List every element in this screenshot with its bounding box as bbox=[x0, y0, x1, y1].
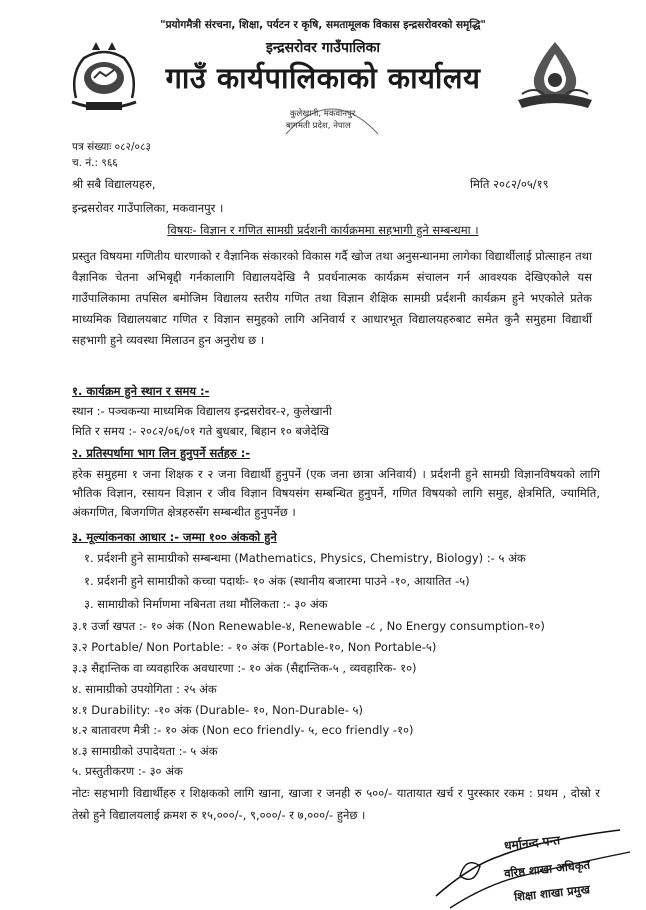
criteria-item: १. प्रर्दशनी हुने सामाग्रीको सम्बन्धमा (Mathematics, Physics, Chemistry, Biology) :- ५ अंक bbox=[84, 551, 526, 565]
addressee-line2: इन्द्रसरोवर गाउँपालिका, मकवानपुर । bbox=[72, 201, 224, 215]
dispatch-number: च. नं.: ९६६ bbox=[72, 157, 118, 169]
stamp-line: बागमती प्रदेश, नेपाल bbox=[286, 121, 351, 131]
criteria-item: ४. सामाग्रीको उपयोगिता : २५ अंक bbox=[72, 682, 217, 696]
criteria-item: ३. सामाग्रीको निर्माणमा नबिनता तथा मौलिकता :- ३० अंक bbox=[84, 597, 328, 611]
criteria-item: ५. प्रस्तुतीकरण :- ३० अंक bbox=[72, 764, 183, 778]
section3-heading: ३. मूल्यांकनका आधार :- जम्मा १०० अंकको हुने bbox=[72, 530, 277, 544]
section2-text: हरेक समुहमा १ जना शिक्षक र २ जना विद्यार्थी हुनुपर्ने (एक जना छात्रा अनिवार्य) । प्रर्दशनी हुने सामग्री विज्ञानविषयको लागि भौतिक विज्ञान, रसायन विज्ञान र जीव विज्ञान विषयसंग सम्बन्धित हुनुपर्ने, गणित विषयको लागि समुह, क्षेत्रमिति, ज्यामिति, अंकगणित, बिजगणित क्षेत्रहरुसँग सम्बन्धीत हुनुपर्नेछ । bbox=[72, 467, 600, 519]
criteria-item: ३.२ Portable/ Non Portable: - १० अंक (Portable-१०, Non Portable-५) bbox=[72, 640, 437, 654]
signature-block bbox=[430, 826, 640, 910]
event-datetime: मिति र समय :- २०८२/०६/०१ गते बुधबार, बिहान १० बजेदेखि bbox=[72, 424, 330, 438]
criteria-item: ४.३ सामाग्रीको उपादेयता :- ५ अंक bbox=[72, 744, 218, 758]
municipality-name: इन्द्रसरोवर गाउँपालिका bbox=[265, 40, 381, 56]
criteria-item: ४.१ Durability: -१० अंक (Durable- १०, Non-Durable- ५) bbox=[72, 703, 364, 717]
section2-heading: २. प्रतिस्पर्धामा भाग लिन हुनुपर्ने सर्तहरु :- bbox=[72, 446, 251, 460]
reference-number: पत्र संख्याः ०८२/०८३ bbox=[72, 141, 151, 153]
criteria-item: ४.२ बातावरण मैत्री :- १० अंक (Non eco friendly- ५, eco friendly -१०) bbox=[72, 723, 414, 737]
intro-paragraph: प्रस्तुत विषयमा गणितीय धारणाको र वैज्ञानिक संकारको विकास गर्दै खोज तथा अनुसन्धानमा लागेका विद्यार्थीलाई प्रोत्साहन तथा वैज्ञानिक चेतना अभिबृद्दी गर्नकालागि विद्यालयदेखि नै प्रवर्धनात्मक कार्यक्रम संचालन गर्न आवश्यक देखिएकोले यस गाउँपालिकामा तपसिल बमोजिम विद्यालय स्तरीय गणित तथा विज्ञान शैक्षिक सामग्री प्रर्दशनी कार्यक्रम हुने भएकोले प्रतेक माध्यमिक विद्यालयबाट गणित र विज्ञान समुहको लागि अनिवार्य र आधारभूत विद्यालयहरुबाट समेत कुनै समुहमा विद्यार्थी सहभागी हुने व्यवस्था मिलाउन हुन अनुरोध छ । bbox=[72, 249, 592, 347]
criteria-item: ३.३ सैद्दान्तिक वा व्यवहारिक अवधारणा :- १० अंक (सैद्दान्तिक-५ , व्यवहारिक- १०) bbox=[72, 661, 417, 675]
signatory-subtitle: शिक्षा शाखा प्रमुख bbox=[513, 882, 591, 904]
note-paragraph: नोटः सहभागी विद्यार्थीहरु र शिक्षकको लागि खाना, खाजा र जनही रु ५००/- यातायात खर्च र पुरस्कार रकम : प्रथम , दोस्रो र तेस्रो हुने विद्यालयलाई क्रमश रु १५,०००/-, ९,०००/- र ७,०००/- हुनेछ । bbox=[72, 786, 600, 822]
criteria-item: ३.१ उर्जा खपत :- १० अंक (Non Renewable-४, Renewable -८ , No Energy consumption-१०) bbox=[72, 619, 545, 633]
addressee-line1: श्री सबै विद्यालयहरु, bbox=[72, 177, 156, 191]
criteria-item: १. प्रर्दशनी हुने सामाग्रीको कच्चा पदार्थः- १० अंक (स्थानीय बजारमा पाउने -१०, आयातित -५) bbox=[84, 574, 470, 588]
office-stamp bbox=[272, 94, 392, 138]
signatory-title: वरिष्ठ शाखा अधिकृत bbox=[503, 857, 591, 881]
event-place: स्थान :- पञ्चकन्या माध्यमिक विद्यालय इन्द्रसरोवर-२, कुलेखानी bbox=[72, 404, 332, 418]
letter-subject: विषयः- विज्ञान र गणित सामग्री प्रर्दशनी कार्यक्रममा सहभागी हुने सम्बन्धमा । bbox=[167, 223, 479, 237]
office-title: गाउँ कार्यपालिकाको कार्यालय bbox=[165, 61, 481, 95]
letterhead-motto: "प्रयोगमैत्री संरचना, शिक्षा, पर्यटन र कृषि, समतामूलक विकास इन्द्रसरोवरको समृद्धि" bbox=[160, 19, 486, 31]
section1-heading: १. कार्यक्रम हुने स्थान र समय :- bbox=[72, 384, 210, 398]
signatory-name: धर्मानन्द पन्त bbox=[503, 833, 561, 853]
letter-date: मिति २०८२/०५/१९ bbox=[470, 177, 549, 191]
stamp-line: कुलेखानी, मकवानपुर bbox=[290, 109, 356, 119]
